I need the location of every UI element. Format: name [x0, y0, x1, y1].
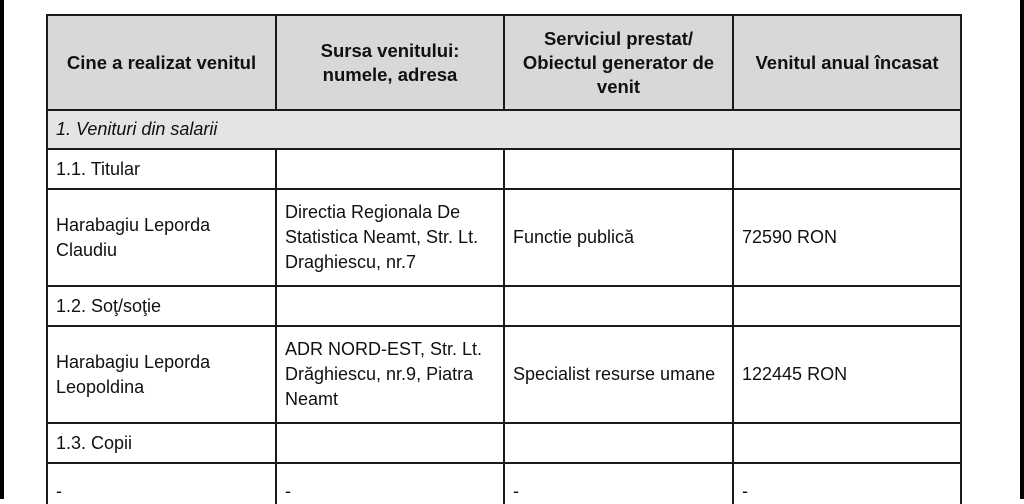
row-who: Harabagiu Leporda Claudiu [47, 189, 276, 286]
row-income: 72590 RON [733, 189, 961, 286]
row-service: - [504, 463, 733, 504]
row-who: Harabagiu Leporda Leopoldina [47, 326, 276, 423]
left-border [0, 0, 4, 499]
row-income [733, 286, 961, 326]
income-table [46, 14, 962, 504]
row-source: Directia Regionala De Statistica Neamt, Str. Lt. Draghiescu, nr.7 [276, 189, 504, 286]
row-source [276, 286, 504, 326]
row-source [276, 149, 504, 189]
table-row [47, 463, 961, 504]
header-service: Serviciul prestat/ Obiectul generator de venit [504, 15, 733, 110]
header-who: Cine a realizat venitul [47, 15, 276, 110]
row-source: ADR NORD-EST, Str. Lt. Drăghiescu, nr.9, Piatra Neamt [276, 326, 504, 423]
row-who: 1.3. Copii [47, 423, 276, 463]
row-who: - [47, 463, 276, 504]
header-row [47, 15, 961, 110]
row-income: 122445 RON [733, 326, 961, 423]
right-border [1020, 0, 1024, 499]
row-service [504, 149, 733, 189]
table-row [47, 149, 961, 189]
row-service [504, 423, 733, 463]
table-row [47, 326, 961, 423]
row-service [504, 286, 733, 326]
row-source: - [276, 463, 504, 504]
header-source: Sursa venitului: numele, adresa [276, 15, 504, 110]
section-title: 1. Venituri din salarii [47, 110, 961, 149]
table-row [47, 189, 961, 286]
row-income [733, 423, 961, 463]
row-income [733, 149, 961, 189]
row-who: 1.1. Titular [47, 149, 276, 189]
header-income: Venitul anual încasat [733, 15, 961, 110]
table-row [47, 423, 961, 463]
section-row [47, 110, 961, 149]
row-service: Functie publică [504, 189, 733, 286]
row-income: - [733, 463, 961, 504]
row-service: Specialist resurse umane [504, 326, 733, 423]
table-row [47, 286, 961, 326]
row-source [276, 423, 504, 463]
row-who: 1.2. Soţ/soţie [47, 286, 276, 326]
